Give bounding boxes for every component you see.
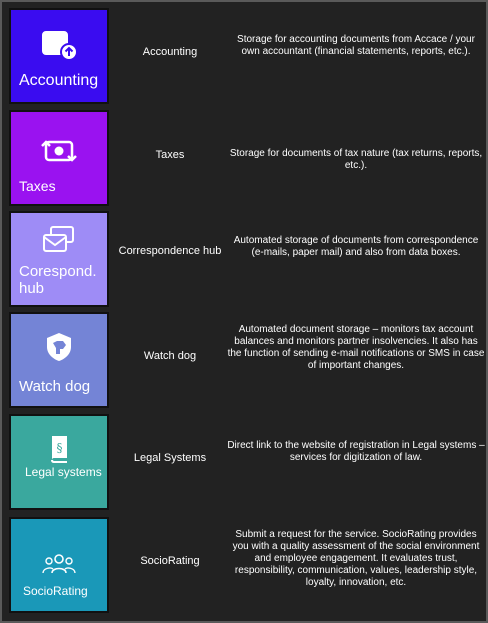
sociorating-tile[interactable] [9,517,109,613]
service-name: Watch dog [143,350,197,362]
service-row-taxes [5,108,487,208]
legal-tile[interactable] [9,414,109,510]
people-group-icon [39,549,79,584]
service-row-accounting [5,6,487,106]
watchdog-tile[interactable] [9,312,109,408]
service-row-legal [5,412,487,512]
service-name: Legal Systems [133,452,207,464]
service-description: Storage for documents of tax nature (tax returns, reports, etc.). [229,148,483,171]
legal-tile-label: Legal systems [25,465,102,479]
service-row-watchdog [5,310,487,410]
service-description: Storage for accounting documents from Accace / your own accountant (financial statements, reports, etc.). [237,34,475,57]
taxes-tile-label: Taxes [19,178,56,194]
accounting-tile-label: Accounting [19,72,99,89]
mail-stack-icon [39,223,79,262]
taxes-tile[interactable] [9,110,109,206]
correspondence-tile[interactable] [9,211,109,307]
service-description: Automated document storage – monitors tax account balances and monitors partner insolvencies. It also has the function of sending e-mail notifications or SMS in case of important changes. [227,324,485,371]
svg-text:§: § [56,441,63,455]
correspondence-tile-label: Corespond. hub [19,263,97,298]
service-name: Taxes [155,149,185,161]
service-name: Accounting [142,46,198,58]
shield-dog-icon [39,330,79,369]
accounting-tile[interactable] [9,8,109,104]
service-name: SocioRating [140,555,200,567]
service-description: Direct link to the website of registration in Legal systems – services for digitization of law. [227,440,485,463]
money-exchange-icon [39,134,79,173]
service-description: Automated storage of documents from correspondence (e-mails, paper mail) and also from data boxes. [233,235,479,258]
service-row-correspondence [5,209,487,309]
service-description: Submit a request for the service. SocioRating provides you with a quality assessment of the social environment and employee engagement. It evaluates trust, responsibility, communication, values, leadership style, loyalty, innovation, etc. [232,529,480,588]
sociorating-tile-label: SocioRating [23,584,88,598]
service-row-sociorating [5,515,487,615]
service-name: Correspondence hub [118,245,222,257]
document-upload-icon [39,28,79,67]
watchdog-tile-label: Watch dog [19,378,91,395]
